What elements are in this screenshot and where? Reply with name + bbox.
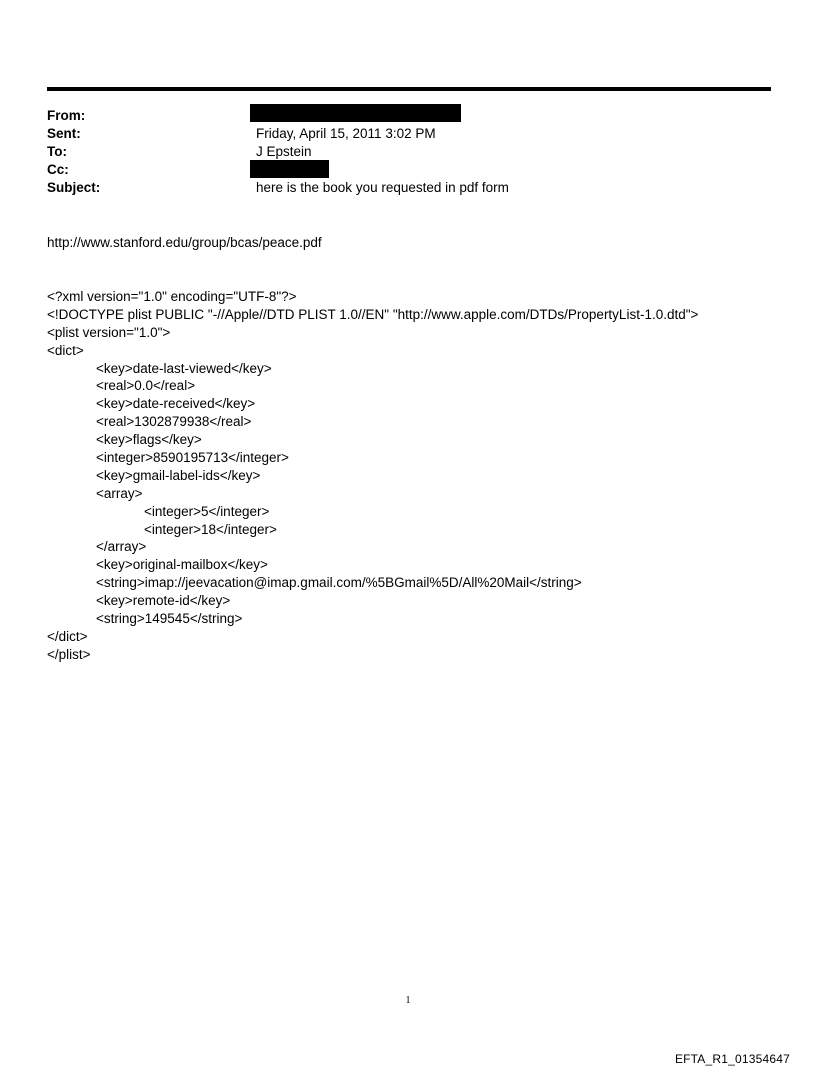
- plist-line: <key>date-received</key>: [96, 396, 256, 412]
- cc-label: Cc:: [47, 162, 69, 177]
- from-label: From:: [47, 108, 86, 123]
- to-value: J Epstein: [256, 144, 312, 159]
- plist-line: <dict>: [47, 342, 84, 358]
- plist-line: <!DOCTYPE plist PUBLIC "-//Apple//DTD PLIST 1.0//EN" "http://www.apple.com/DTDs/PropertyList-1.0.dtd">: [47, 306, 699, 322]
- plist-line: <integer>18</integer>: [144, 521, 277, 537]
- plist-line: <real>1302879938</real>: [96, 414, 252, 430]
- plist-line: <string>149545</string>: [96, 611, 243, 627]
- bates-number: EFTA_R1_01354647: [674, 1052, 790, 1066]
- sent-value: Friday, April 15, 2011 3:02 PM: [256, 126, 436, 141]
- plist-line: </plist>: [47, 646, 91, 662]
- plist-line: <string>imap://jeevacation@imap.gmail.com/%5BGmail%5D/All%20Mail</string>: [96, 575, 582, 591]
- page-number: 1: [405, 995, 411, 1006]
- plist-line: </dict>: [47, 628, 88, 644]
- subject-value: here is the book you requested in pdf form: [256, 180, 509, 195]
- to-label: To:: [47, 144, 67, 159]
- plist-line: <key>original-mailbox</key>: [96, 557, 268, 573]
- plist-line: <plist version="1.0">: [47, 324, 171, 340]
- cc-redaction: [250, 160, 329, 178]
- plist-line: <integer>5</integer>: [144, 503, 270, 519]
- plist-line: <array>: [96, 485, 143, 501]
- pdf-link[interactable]: http://www.stanford.edu/group/bcas/peace.pdf: [47, 235, 322, 250]
- plist-line: </array>: [96, 539, 147, 555]
- plist-line: <real>0.0</real>: [96, 378, 196, 394]
- plist-block: [47, 288, 698, 664]
- plist-line: <integer>8590195713</integer>: [96, 450, 289, 466]
- plist-line: <key>date-last-viewed</key>: [96, 360, 272, 376]
- plist-line: <key>flags</key>: [96, 432, 202, 448]
- sent-label: Sent:: [47, 126, 81, 141]
- from-redaction: [250, 104, 461, 122]
- subject-label: Subject:: [47, 180, 101, 195]
- plist-line: <key>remote-id</key>: [96, 593, 231, 609]
- header-divider: [47, 87, 771, 91]
- plist-line: <?xml version="1.0" encoding="UTF-8"?>: [47, 289, 297, 304]
- plist-line: <key>gmail-label-ids</key>: [96, 467, 261, 483]
